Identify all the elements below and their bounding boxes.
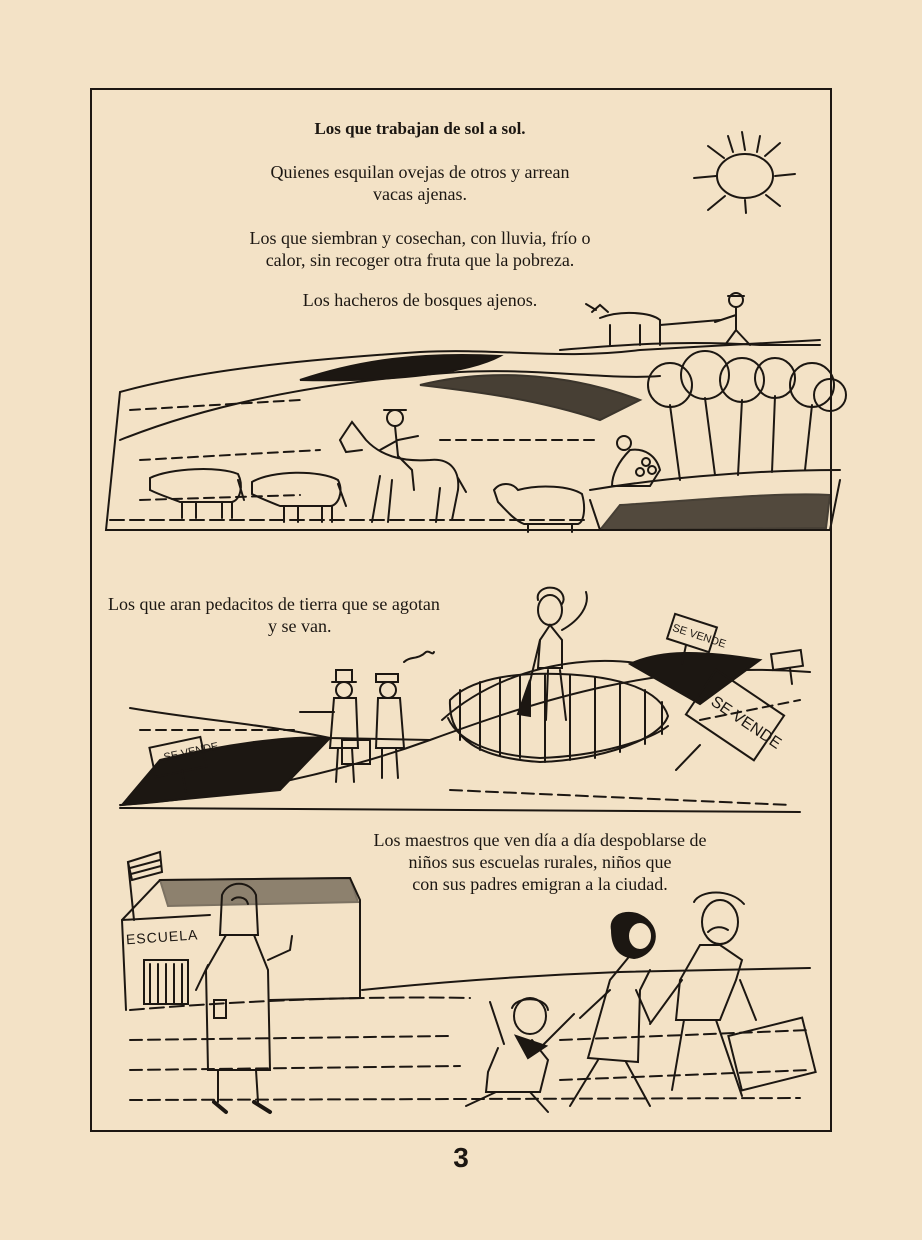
school-sign-text: ESCUELA — [125, 926, 199, 948]
harvest-woman-illustration — [612, 436, 660, 486]
panel2-text-b: y se van. — [268, 616, 332, 636]
sun-illustration — [694, 132, 795, 213]
sale-sign-hill-text: SE VENDE — [670, 622, 728, 651]
teacher-illustration — [196, 884, 292, 1112]
sheep-illustration — [494, 484, 584, 532]
panel3-ground — [130, 968, 810, 1100]
fence-illustration — [448, 674, 668, 762]
panel3-text-b: niños sus escuelas rurales, niños que — [408, 852, 672, 872]
family-illustration — [466, 893, 816, 1113]
sale-sign-big-text: SE VENDE — [707, 693, 785, 753]
panel1-line-1: Los que trabajan de sol a sol. — [314, 119, 526, 138]
panel2-text-a: Los que aran pedacitos de tierra que se agotan — [108, 594, 440, 614]
horse-rider-illustration — [340, 410, 466, 522]
panel1-line-4: Los hacheros de bosques ajenos. — [302, 290, 538, 310]
panel1-line-2b: vacas ajenas. — [373, 184, 467, 204]
panel1-line-3a: Los que siembran y cosechan, con lluvia, frío o — [249, 228, 591, 248]
panel3-text-c: con sus padres emigran a la ciudad. — [412, 874, 668, 894]
panel2-landscape — [120, 653, 810, 812]
page-number: 3 — [453, 1142, 469, 1173]
two-men-illustration — [300, 652, 434, 782]
panel1-line-3b: calor, sin recoger otra fruta que la pobreza. — [265, 250, 575, 270]
cow-illustration — [150, 469, 346, 522]
panel3-text-a: Los maestros que ven día a día despoblarse de — [373, 830, 707, 850]
sale-sign-small — [771, 650, 803, 684]
sale-sign-left-text: SE VENDE — [162, 740, 220, 764]
trees-illustration — [648, 351, 846, 480]
panel1-line-2a: Quienes esquilan ovejas de otros y arrean — [270, 162, 570, 182]
